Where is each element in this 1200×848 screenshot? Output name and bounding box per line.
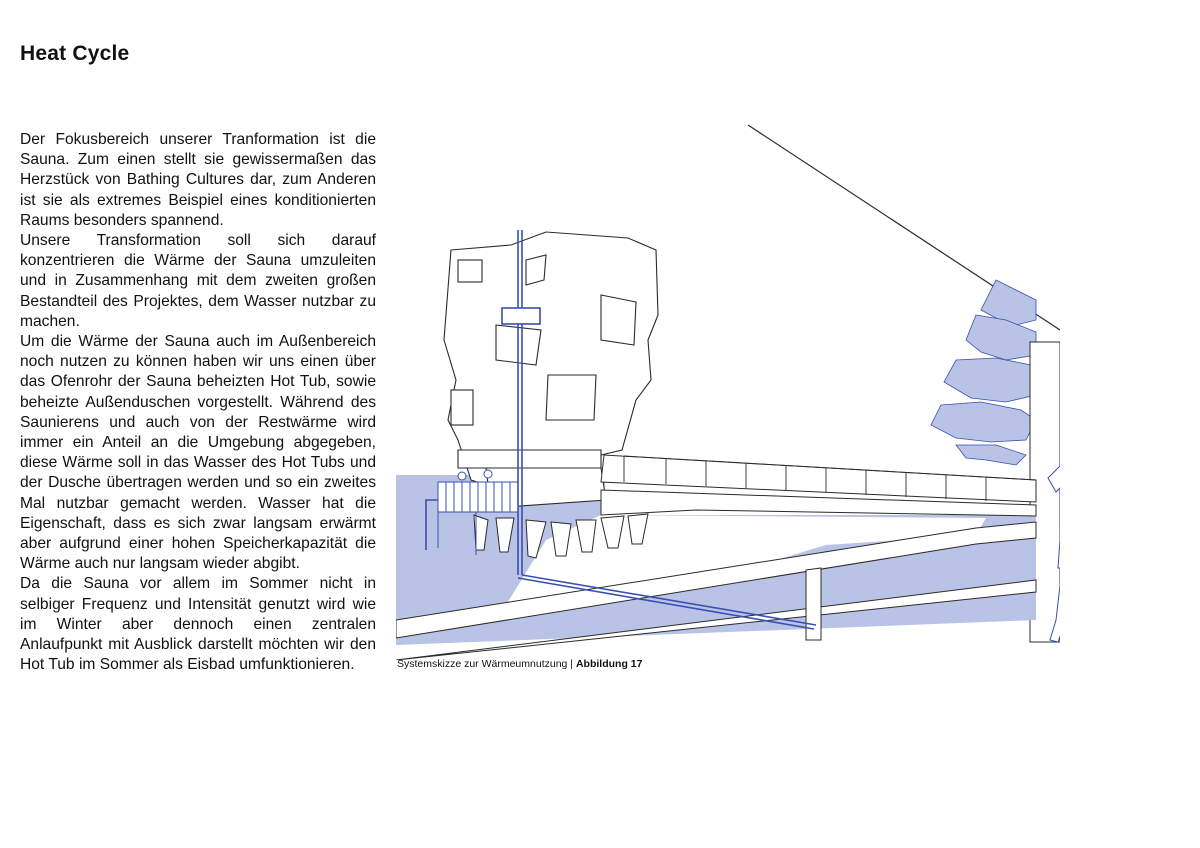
figure-caption xyxy=(397,658,642,670)
paragraph-2: Unsere Transformation soll sich darauf konzentrieren die Wärme der Sauna umzuleiten und in Zusammenhang mit dem zweiten großen Bestandteil des Projektes, dem Wasser nutzbar zu machen. xyxy=(20,232,376,330)
body-text xyxy=(20,130,376,675)
paragraph-4: Da die Sauna vor allem im Sommer nicht in selbiger Frequenz und Intensität genutzt wird wie im Winter aber dennoch einen zentralen Anlaufpunkt mit Ausblick darstellt möchten wir den Hot Tub im Sommer als Eisbad umfunktionieren. xyxy=(20,575,376,674)
paragraph-1: Der Fokusbereich unserer Tranformation ist die Sauna. Zum einen stellt sie gewissermaßen das Herzstück von Bathing Cultures dar, zum Anderen ist sie als extremes Beispiel eines konditionierten Raums besonders spannend. xyxy=(20,131,376,229)
page-title: Heat Cycle xyxy=(20,42,130,65)
caption-text: Systemskizze zur Wärmeumnutzung | xyxy=(397,658,576,670)
tree-foliage xyxy=(931,280,1036,465)
paragraph-3: Um die Wärme der Sauna auch im Außenbereich noch nutzen zu können haben wir uns einen über das Ofenrohr der Sauna beheizten Hot Tub, sowie beheizte Außenduschen vorgestellt. Während des Saunierens und auch von der Restwärme wird immer ein Anteil an die Umgebung abgegeben, diese Wärme soll in das Wasser des Hot Tubs und der Dusche übertragen werden und so ein zweites Mal nutzbar gemacht werden. Wasser hat die Eigenschaft, dass es sich zwar langsam erwärmt aber aufgrund einer hohen Speicherkapazität die Wärme auch nur langsam wieder abgibt. xyxy=(20,333,376,573)
system-sketch-illustration xyxy=(396,120,1060,660)
caption-figure-number: Abbildung 17 xyxy=(575,658,643,670)
